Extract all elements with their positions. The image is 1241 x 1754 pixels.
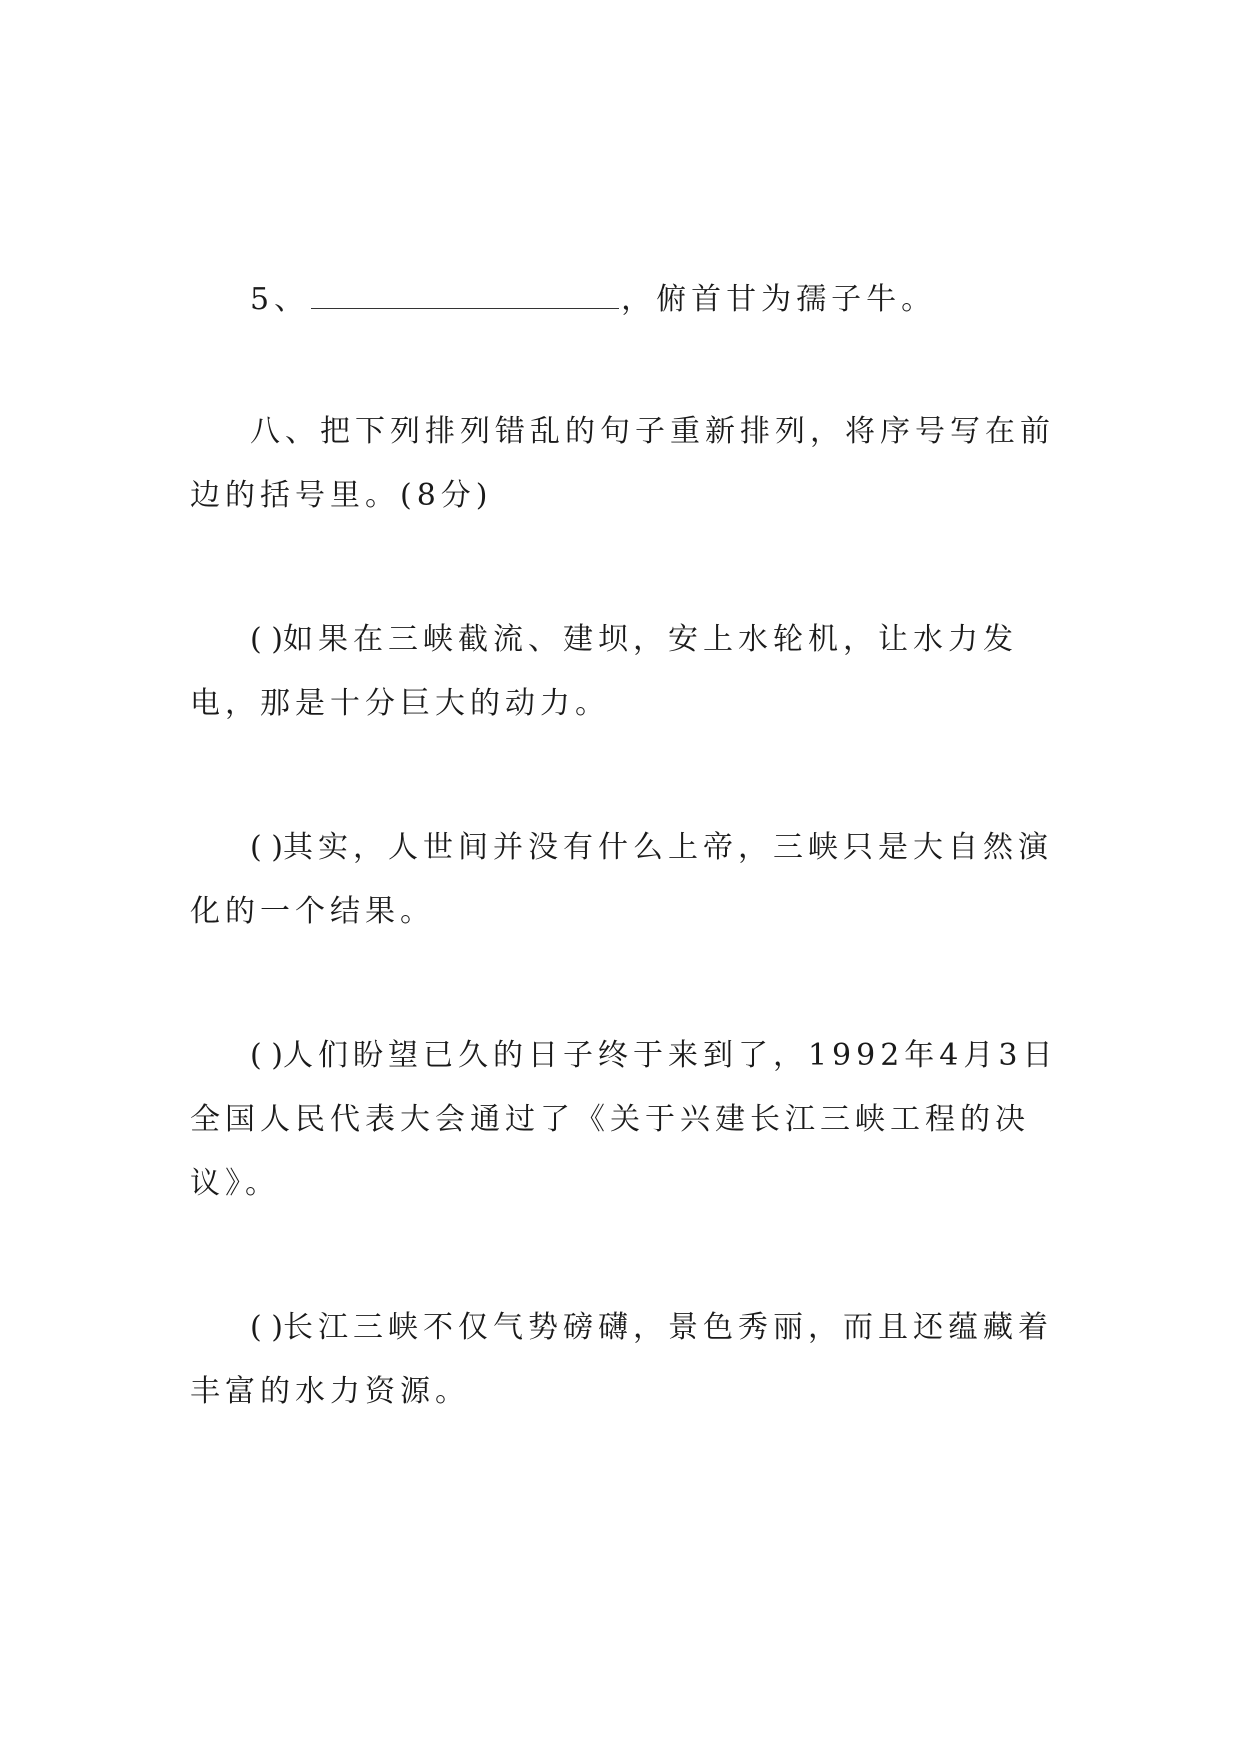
question-5-text: ，俯首甘为孺子牛。 (621, 282, 937, 317)
answer-bracket-1[interactable]: ( ) (250, 622, 283, 657)
sentence-1 (190, 608, 1060, 736)
question-5-number: 5、 (250, 282, 310, 317)
sentence-1-text: 如果在三峡截流、建坝，安上水轮机，让水力发电，那是十分巨大的动力。 (190, 622, 1018, 721)
question-5 (190, 268, 1060, 332)
section-8-title: 八、把下列排列错乱的句子重新排列，将序号写在前边的括号里。(8分) (190, 414, 1055, 513)
sentence-4-text: 长江三峡不仅气势磅礴，景色秀丽，而且还蕴藏着丰富的水力资源。 (190, 1310, 1053, 1409)
sentence-2 (190, 816, 1060, 944)
sentence-4 (190, 1296, 1060, 1424)
sentence-2-text: 其实，人世间并没有什么上帝，三峡只是大自然演化的一个结果。 (190, 830, 1053, 929)
section-8-instruction (190, 400, 1060, 528)
sentence-3 (190, 1024, 1060, 1216)
answer-bracket-4[interactable]: ( ) (250, 1310, 283, 1345)
sentence-3-text: 人们盼望已久的日子终于来到了，1992年4月3日全国人民代表大会通过了《关于兴建长江三峡工程的决议》。 (190, 1038, 1058, 1201)
answer-blank[interactable] (311, 286, 619, 309)
answer-bracket-3[interactable]: ( ) (250, 1038, 283, 1073)
answer-bracket-2[interactable]: ( ) (250, 830, 283, 865)
